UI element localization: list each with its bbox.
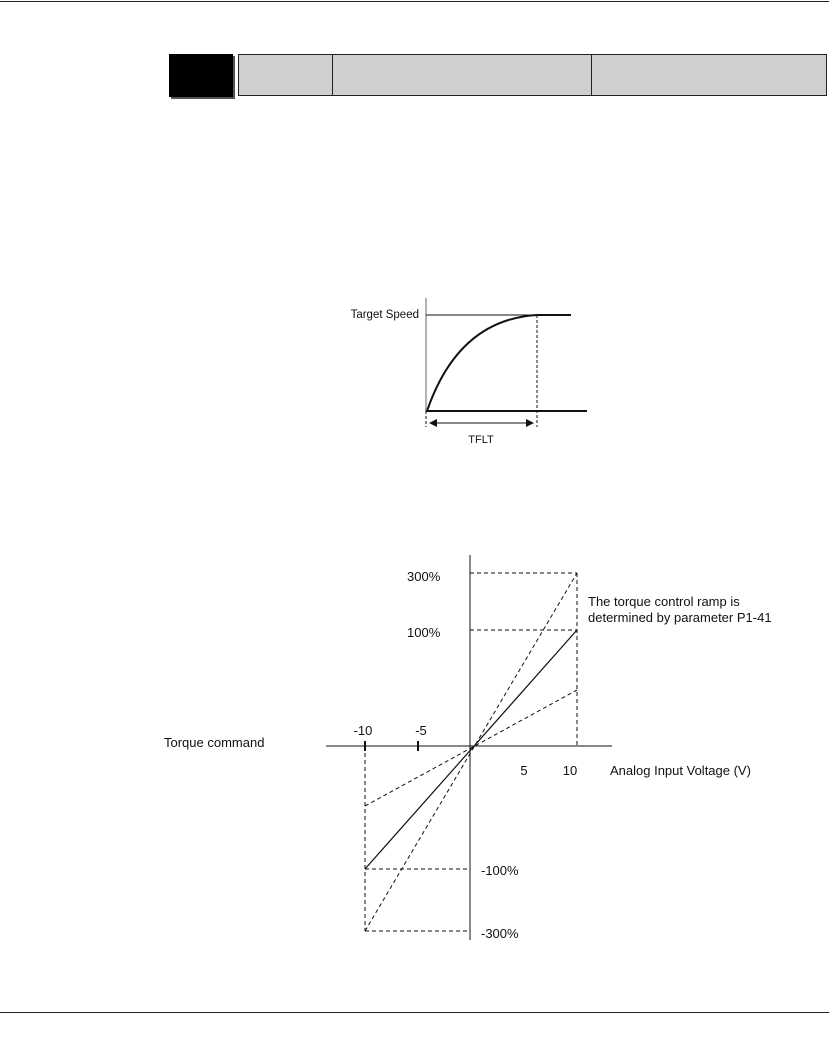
speed-response-figure xyxy=(351,298,587,446)
torque-command-label: Torque command xyxy=(164,735,265,750)
response-curve xyxy=(427,315,537,411)
x-axis-label: Analog Input Voltage (V) xyxy=(610,763,751,778)
tflt-label: TFLT xyxy=(468,434,494,446)
y-tick-minus300: -300% xyxy=(481,926,519,941)
x-tick-minus10: -10 xyxy=(353,723,373,738)
bottom-rule xyxy=(0,1012,829,1013)
torque-command-figure xyxy=(164,555,772,941)
ramp-note-line1: The torque control ramp is xyxy=(588,594,740,609)
ramp-note-line2: determined by parameter P1-41 xyxy=(588,610,772,625)
line-40-ramp xyxy=(365,690,577,806)
y-tick-minus100: -100% xyxy=(481,863,519,878)
y-tick-100: 100% xyxy=(407,625,441,640)
x-tick-10: 10 xyxy=(562,763,578,778)
target-speed-label: Target Speed xyxy=(350,309,419,321)
line-300-ramp xyxy=(365,573,577,931)
x-tick-5: 5 xyxy=(520,763,528,778)
y-tick-300: 300% xyxy=(407,569,441,584)
x-tick-minus5: -5 xyxy=(415,723,427,738)
line-100-ramp xyxy=(365,630,577,869)
